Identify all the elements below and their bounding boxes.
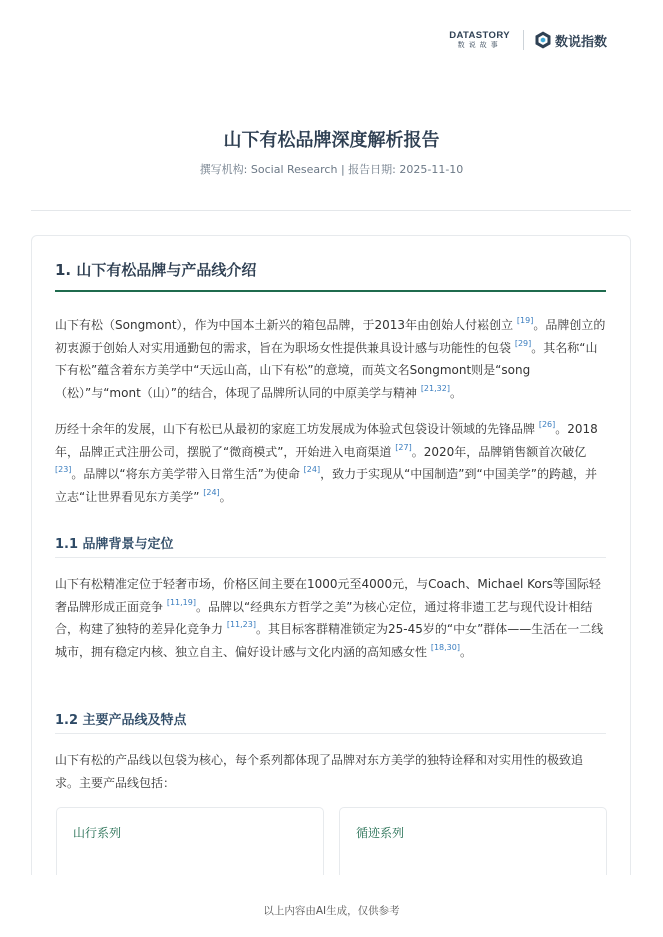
header-divider [31,210,631,211]
product-lines-paragraph: 山下有松的产品线以包袋为核心，每个系列都体现了品牌对东方美学的独特诠释和对实用性的极致追求。主要产品线包括： [55,753,584,790]
logo-divider [523,30,524,50]
intro-paragraph: 山下有松（Songmont），作为中国本土新兴的箱包品牌，于2013年由创始人付崧创立 [19]。品牌创立的初衷源于创始人对实用通勤包的需求，旨在为职场女性提供兼具设计感与功能性的包袋 [29]。其名称“山下有松”蕴含着东方美学中“天远山高，山下有松”的意境，而英文名Songmont则是“song（松）”与“mont（山）”的结合，体现了品牌所认同的中原美学与精神 [21,32]。 [55,316,606,400]
product-card-title: 循迹系列 [356,826,405,840]
section-heading: 1. 山下有松品牌与产品线介绍 [55,261,257,279]
subsection-divider [55,733,606,734]
section-heading-underline [55,290,606,292]
datastory-logo [449,30,510,50]
citation-reference[interactable]: [29] [514,338,532,348]
subsection-heading-products: 1.2 主要产品线及特点 [55,713,187,728]
report-title: 山下有松品牌深度解析报告 [223,130,440,151]
shuoshuo-index-icon [535,31,551,49]
header-logos [449,28,607,52]
citation-reference[interactable]: [23] [55,465,72,474]
citation-reference[interactable]: [11,23] [226,620,256,629]
datastory-logo-text: DATASTORY [449,30,510,41]
ai-disclaimer-footer: 以上内容由AI生成，仅供参考 [263,905,400,917]
citation-reference[interactable]: [26] [538,420,556,429]
shuoshuo-index-logo-text: 数说指数 [554,34,607,50]
citation-reference[interactable]: [21,32] [420,383,450,393]
subsection-heading-background: 1.1 品牌背景与定位 [55,537,174,552]
positioning-paragraph: 山下有松精准定位于轻奢市场，价格区间主要在1000元至4000元，与Coach、Michael Kors等国际轻奢品牌形成正面竞争 [11,19]。品牌以“经典东方哲学之美”为核心定位，通过将非遗工艺与现代设计相结合，构建了独特的差异化竞争力 [11,23]。其目标客群精准锁定为25-45岁的“中女”群体——生活在一二线城市，拥有稳定内核、独立自主、偏好设计感与文化内涵的高知感女性 [18,30]。 [55,577,604,659]
citation-reference[interactable]: [18,30] [430,642,460,652]
history-paragraph: 历经十余年的发展，山下有松已从最初的家庭工坊发展成为体验式包袋设计领域的先锋品牌 [26]。2018年，品牌正式注册公司，摆脱了“微商模式”，开始进入电商渠道 [27]。2020年，品牌销售额首次破亿 [23]。品牌以“将东方美学带入日常生活”为使命 [24]，致力于实现从“中国制造”到“中国美学”的跨越，并立志“让世界看见东方美学” [24]。 [55,420,598,504]
citation-reference[interactable]: [24] [203,487,220,497]
citation-reference[interactable]: [11,19] [166,597,196,607]
product-card-title: 山行系列 [73,826,122,840]
datastory-logo-subtext: 数说故事 [457,41,502,49]
citation-reference[interactable]: [27] [395,442,412,452]
citation-reference[interactable]: [19] [516,316,534,325]
shuoshuo-index-logo [535,31,607,50]
subsection-divider [55,557,606,558]
report-meta: 撰写机构: Social Research | 报告日期: 2025-11-10 [199,163,464,176]
citation-reference[interactable]: [24] [303,465,321,474]
